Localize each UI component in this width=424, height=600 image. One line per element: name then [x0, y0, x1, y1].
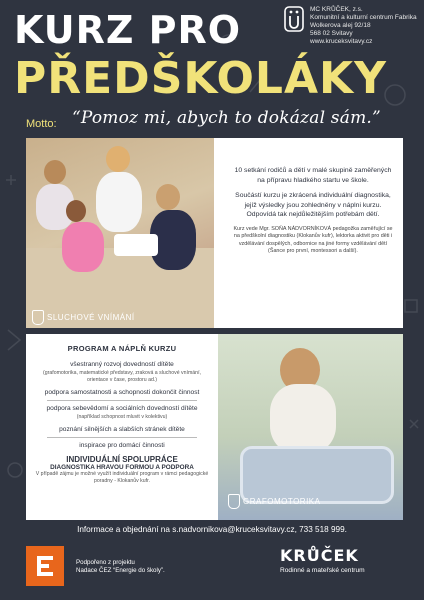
- photo-girl-sand-tray: [218, 334, 403, 520]
- brand-subtitle: Rodinné a mateřské centrum: [280, 567, 365, 574]
- contact-info: Informace a objednání na s.nadvornikova@kruceksvitavy.cz, 733 518 999.: [77, 525, 347, 534]
- motto-label: Motto:: [26, 118, 57, 130]
- title-line-2: PŘEDŠKOLÁKY: [14, 53, 387, 104]
- program-heading: PROGRAM A NÁPLŇ KURZU: [67, 344, 177, 353]
- photo-children-playing: [26, 138, 214, 328]
- support-line-1: Podpořeno z projektu: [76, 559, 135, 566]
- program-item: poznání silnějších a slabších stránek dítěte: [59, 425, 185, 433]
- motto-text: “Pomoz mi, abych to dokázal sám.”: [72, 108, 381, 128]
- intro-paragraph-2: Součástí kurzu je zkrácená individuální diagnostika, jejíž výsledky jsou zohledněny v náplni kurzu. Odpovídá tak nejdůležitějším potřebám dětí.: [235, 192, 391, 218]
- brand-name: KRŮČEK: [280, 546, 359, 565]
- intro-card: [26, 138, 403, 328]
- org-line: Wolkerova alej 92/18: [310, 22, 371, 29]
- program-item: inspirace pro domácí činnosti: [79, 442, 165, 449]
- photo1-caption: [32, 310, 135, 325]
- intro-text: [230, 166, 396, 256]
- org-line: 568 02 Svitavy: [310, 30, 353, 37]
- cez-logo-icon: [26, 546, 64, 586]
- cez-logo: [26, 546, 64, 586]
- intro-paragraph-1: 10 setkání rodičů a dětí v malé skupině zaměřených na přípravu hladkého startu ve škole.: [234, 167, 392, 184]
- org-line: Komunitní a kulturní centrum Fabrika: [310, 14, 417, 21]
- program-item-detail: (například schopnost mluvit v kolektivu): [76, 413, 168, 420]
- photo2-label: GRAFOMOTORIKA: [243, 497, 321, 506]
- support-line-2: Nadace ČEZ “Energie do školy”.: [76, 567, 165, 574]
- organization-address: [310, 6, 417, 46]
- kruček-brand: [280, 548, 392, 574]
- program-item: všestranný rozvoj dovedností dítěte: [70, 361, 174, 368]
- hand-logo-icon: [228, 494, 240, 509]
- individual-heading: INDIVIDUÁLNÍ SPOLUPRÁCE: [66, 454, 178, 464]
- individual-text: V případě zájmu je možné využít individuální program v rámci pedagogické poradny - Klokanův kufr.: [35, 470, 209, 484]
- individual-subheading: DIAGNOSTIKA HRAVOU FORMOU A PODPORA: [50, 463, 194, 471]
- lecturer-info: Kurz vede Mgr. SOŇA NÁDVORNÍKOVÁ pedagožka zaměřující se na předškolní diagnostiku (Klokanův kufr), lektorka aktivit pro děti i vzdělávání dospělých, odbornice na jiné formy vzdělávání dětí (Šance pro první, montessori a další).: [233, 225, 393, 255]
- program-card: [26, 334, 403, 520]
- program-text: [32, 338, 212, 490]
- org-line: MC KRŮČEK, z.s.: [310, 6, 363, 13]
- ear-logo-icon: [32, 310, 44, 325]
- kruček-logo-icon: [284, 6, 304, 32]
- photo1-label: SLUCHOVÉ VNÍMÁNÍ: [47, 313, 135, 322]
- program-item: podpora sebevědomí a sociálních dovedností dítěte: [46, 405, 198, 412]
- program-item: podpora samostatnosti a schopnosti dokončit činnost: [44, 388, 200, 396]
- support-note: [76, 559, 165, 575]
- divider: [47, 437, 197, 438]
- title-line-1: KURZ PRO: [14, 8, 242, 52]
- program-item-detail: (grafomotorika, matematické představy, zraková a sluchové vnímání, orientace v čase, prostoru ad.): [43, 369, 201, 383]
- photo2-caption: [228, 494, 320, 509]
- org-line: www.kruceksvitavy.cz: [310, 38, 373, 45]
- divider: [47, 400, 197, 401]
